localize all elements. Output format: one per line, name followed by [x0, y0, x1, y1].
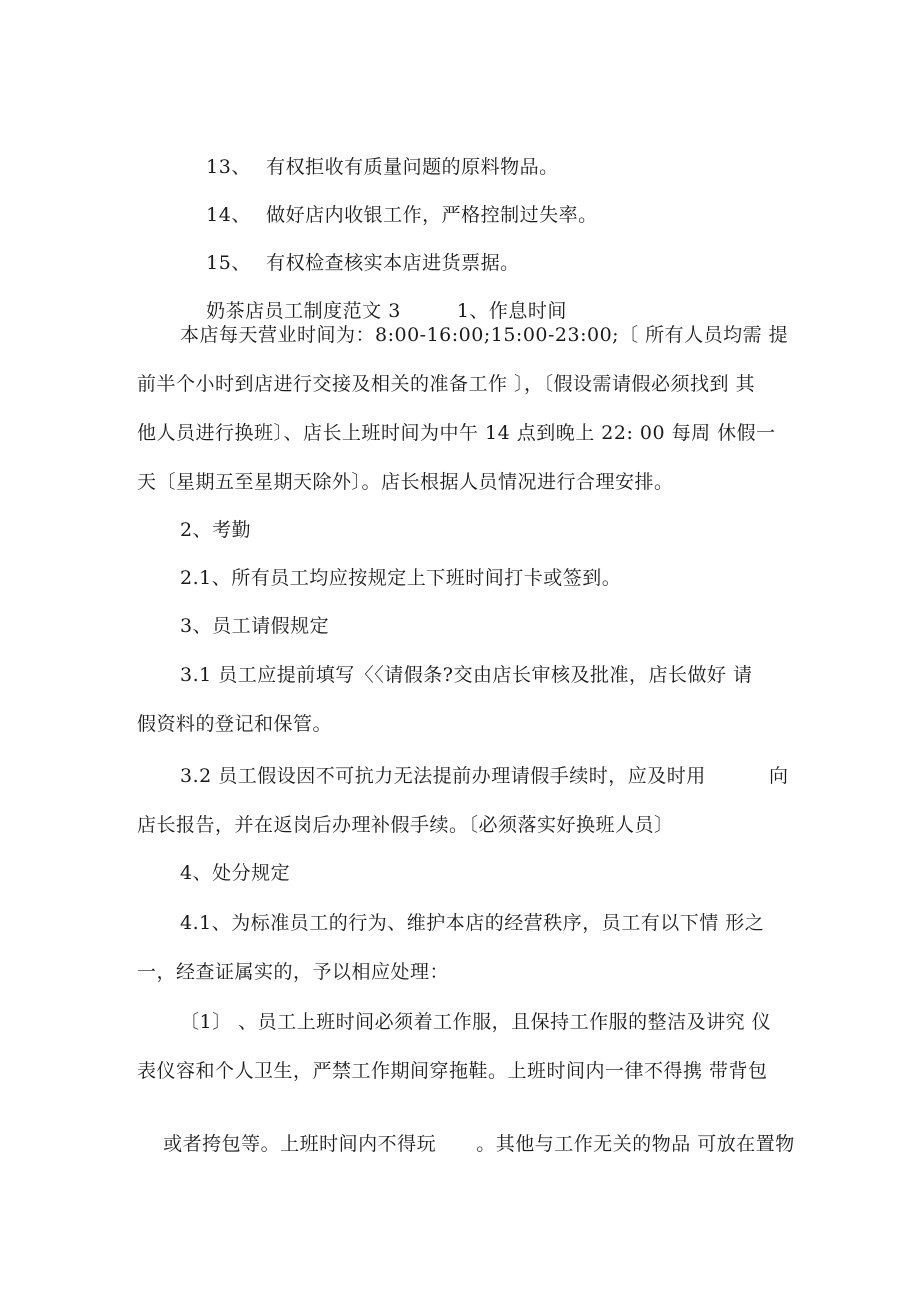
heading: 4、处分规定 — [180, 862, 291, 884]
item-number: 13、 — [206, 156, 251, 178]
paragraph-line — [137, 1108, 795, 1180]
paragraph-text: 或者挎包等。上班时间内不得玩 — [163, 1133, 437, 1155]
paragraph-text: 他人员进行换班〕、店长上班时间为中午 14 点到晚上 22: 00 每周 休假一 — [137, 422, 776, 444]
section-title-sub: 1、作息时间 — [456, 300, 567, 322]
paragraph-line: 表仪容和个人卫生，严禁工作期间穿拖鞋。上班时间内一律不得携 带背包 — [137, 1060, 768, 1082]
item-number: 15、 — [206, 252, 251, 274]
paragraph-line: 4.1、为标准员工的行为、维护本店的经营秩序，员工有以下情 形之 — [180, 912, 765, 934]
item-text: 有权检查核实本店进货票据。 — [266, 252, 520, 274]
paragraph-line: 向 — [769, 765, 789, 787]
paragraph-text: 本店每天营业时间为：8:00-16:00;15:00-23:00;〔 所有人员均需 提 — [180, 324, 789, 346]
paragraph-line: 假资料的登记和保管。 — [137, 713, 333, 735]
paragraph-line: 3.2 员工假设因不可抗力无法提前办理请假手续时，应及时用 — [180, 765, 706, 787]
paragraph-line: 2.1、所有员工均应按规定上下班时间打卡或签到。 — [180, 567, 622, 589]
paragraph-line — [180, 323, 788, 347]
heading: 3、员工请假规定 — [180, 615, 330, 637]
paragraph-line: 店长报告，并在返岗后办理补假手续。〔必须落实好换班人员〕 — [137, 814, 674, 836]
item-text: 有权拒收有质量问题的原料物品。 — [266, 156, 559, 178]
paragraph-line: 〔1〕 、员工上班时间必须着工作服，且保持工作服的整洁及讲究 仪 — [180, 1011, 772, 1033]
paragraph-line — [137, 470, 674, 494]
section-title-main: 奶茶店员工制度范文 3 — [206, 300, 401, 322]
paragraph-line: 3.1 员工应提前填写〈〈请假条?交由店长审核及批准，店长做好 请 — [180, 664, 753, 686]
paragraph-line: 一，经查证属实的，予以相应处理： — [137, 961, 450, 983]
paragraph-text: 。其他与工作无关的物品 可放在置物 — [476, 1133, 795, 1155]
item-text: 做好店内收银工作，严格控制过失率。 — [266, 204, 598, 226]
heading: 2、考勤 — [180, 519, 252, 541]
paragraph-line — [137, 421, 776, 445]
paragraph-text: 前半个小时到店进行交接及相关的准备工作 〕，〔假设需请假必须找到 其 — [137, 373, 756, 395]
paragraph-text: 天〔星期五至星期天除外〕。店长根据人员情况进行合理安排。 — [137, 471, 674, 493]
paragraph-line — [137, 372, 755, 396]
item-number: 14、 — [206, 204, 251, 226]
